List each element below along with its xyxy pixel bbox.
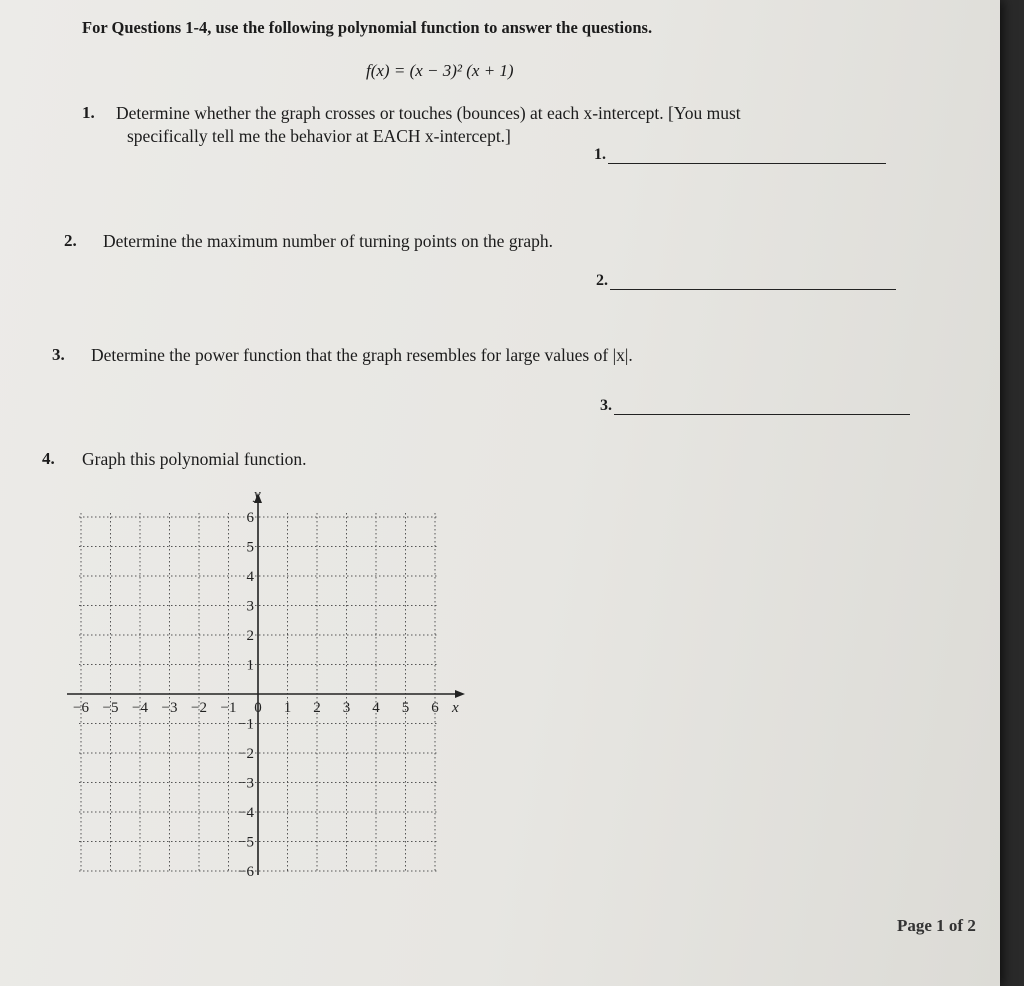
y-tick-label: 2 (246, 628, 254, 644)
x-tick-label: −2 (191, 700, 207, 716)
y-tick-label: −5 (238, 834, 254, 851)
page-number: Page 1 of 2 (897, 916, 976, 935)
x-tick-label: −6 (73, 700, 89, 716)
answer-3-label: 3. (600, 397, 612, 414)
question-1-text-line1: Determine whether the graph crosses or touches (bounces) at each x-intercept. [You must (116, 103, 741, 123)
question-2-number: 2. (64, 231, 77, 250)
answer-1[interactable] (594, 146, 886, 164)
answer-3-line[interactable] (614, 413, 910, 415)
x-tick-label: 6 (431, 700, 439, 716)
instructions-header: For Questions 1-4, use the following polynomial function to answer the questions. (82, 18, 653, 37)
y-tick-label: 1 (246, 657, 254, 674)
question-4-text: Graph this polynomial function. (82, 449, 307, 469)
answer-2[interactable] (596, 272, 896, 290)
x-axis-label: x (452, 700, 459, 716)
question-1-text-line2: specifically tell me the behavior at EACH x-intercept.] (127, 126, 511, 146)
y-tick-label: −6 (238, 864, 254, 880)
x-tick-label: 1 (283, 700, 292, 716)
x-tick-label: 5 (401, 700, 410, 716)
y-tick-label: 5 (246, 539, 254, 556)
question-3-number: 3. (52, 345, 65, 364)
x-tick-label: 3 (342, 700, 351, 716)
y-tick-label: −1 (238, 716, 254, 733)
x-tick-label: 0 (254, 700, 262, 716)
question-4-number: 4. (42, 449, 55, 468)
answer-1-label: 1. (594, 146, 606, 163)
answer-2-line[interactable] (610, 288, 896, 290)
coordinate-grid[interactable] (62, 487, 462, 896)
y-axis-label: y (254, 487, 261, 503)
question-2-text: Determine the maximum number of turning points on the graph. (103, 231, 554, 251)
y-tick-label: 4 (246, 569, 254, 585)
answer-3[interactable] (600, 397, 910, 415)
x-tick-label: −5 (102, 700, 119, 716)
answer-1-line[interactable] (608, 162, 886, 164)
polynomial-formula: f(x) = (x − 3)² (x + 1) (366, 61, 514, 80)
x-axis-arrow (455, 690, 465, 698)
x-tick-label: 4 (372, 700, 380, 716)
question-1-number: 1. (82, 103, 95, 122)
answer-2-label: 2. (596, 272, 608, 289)
x-tick-label: −1 (220, 700, 237, 716)
y-tick-label: −4 (238, 805, 254, 821)
question-3-text: Determine the power function that the graph resembles for large values of |x|. (91, 345, 633, 365)
y-tick-label: −3 (238, 775, 254, 792)
y-tick-label: 6 (246, 510, 254, 526)
x-tick-label: −3 (161, 700, 178, 716)
x-tick-label: 2 (313, 700, 321, 716)
y-tick-label: −2 (238, 746, 254, 762)
y-tick-label: 3 (246, 598, 254, 615)
x-tick-label: −4 (132, 700, 148, 716)
